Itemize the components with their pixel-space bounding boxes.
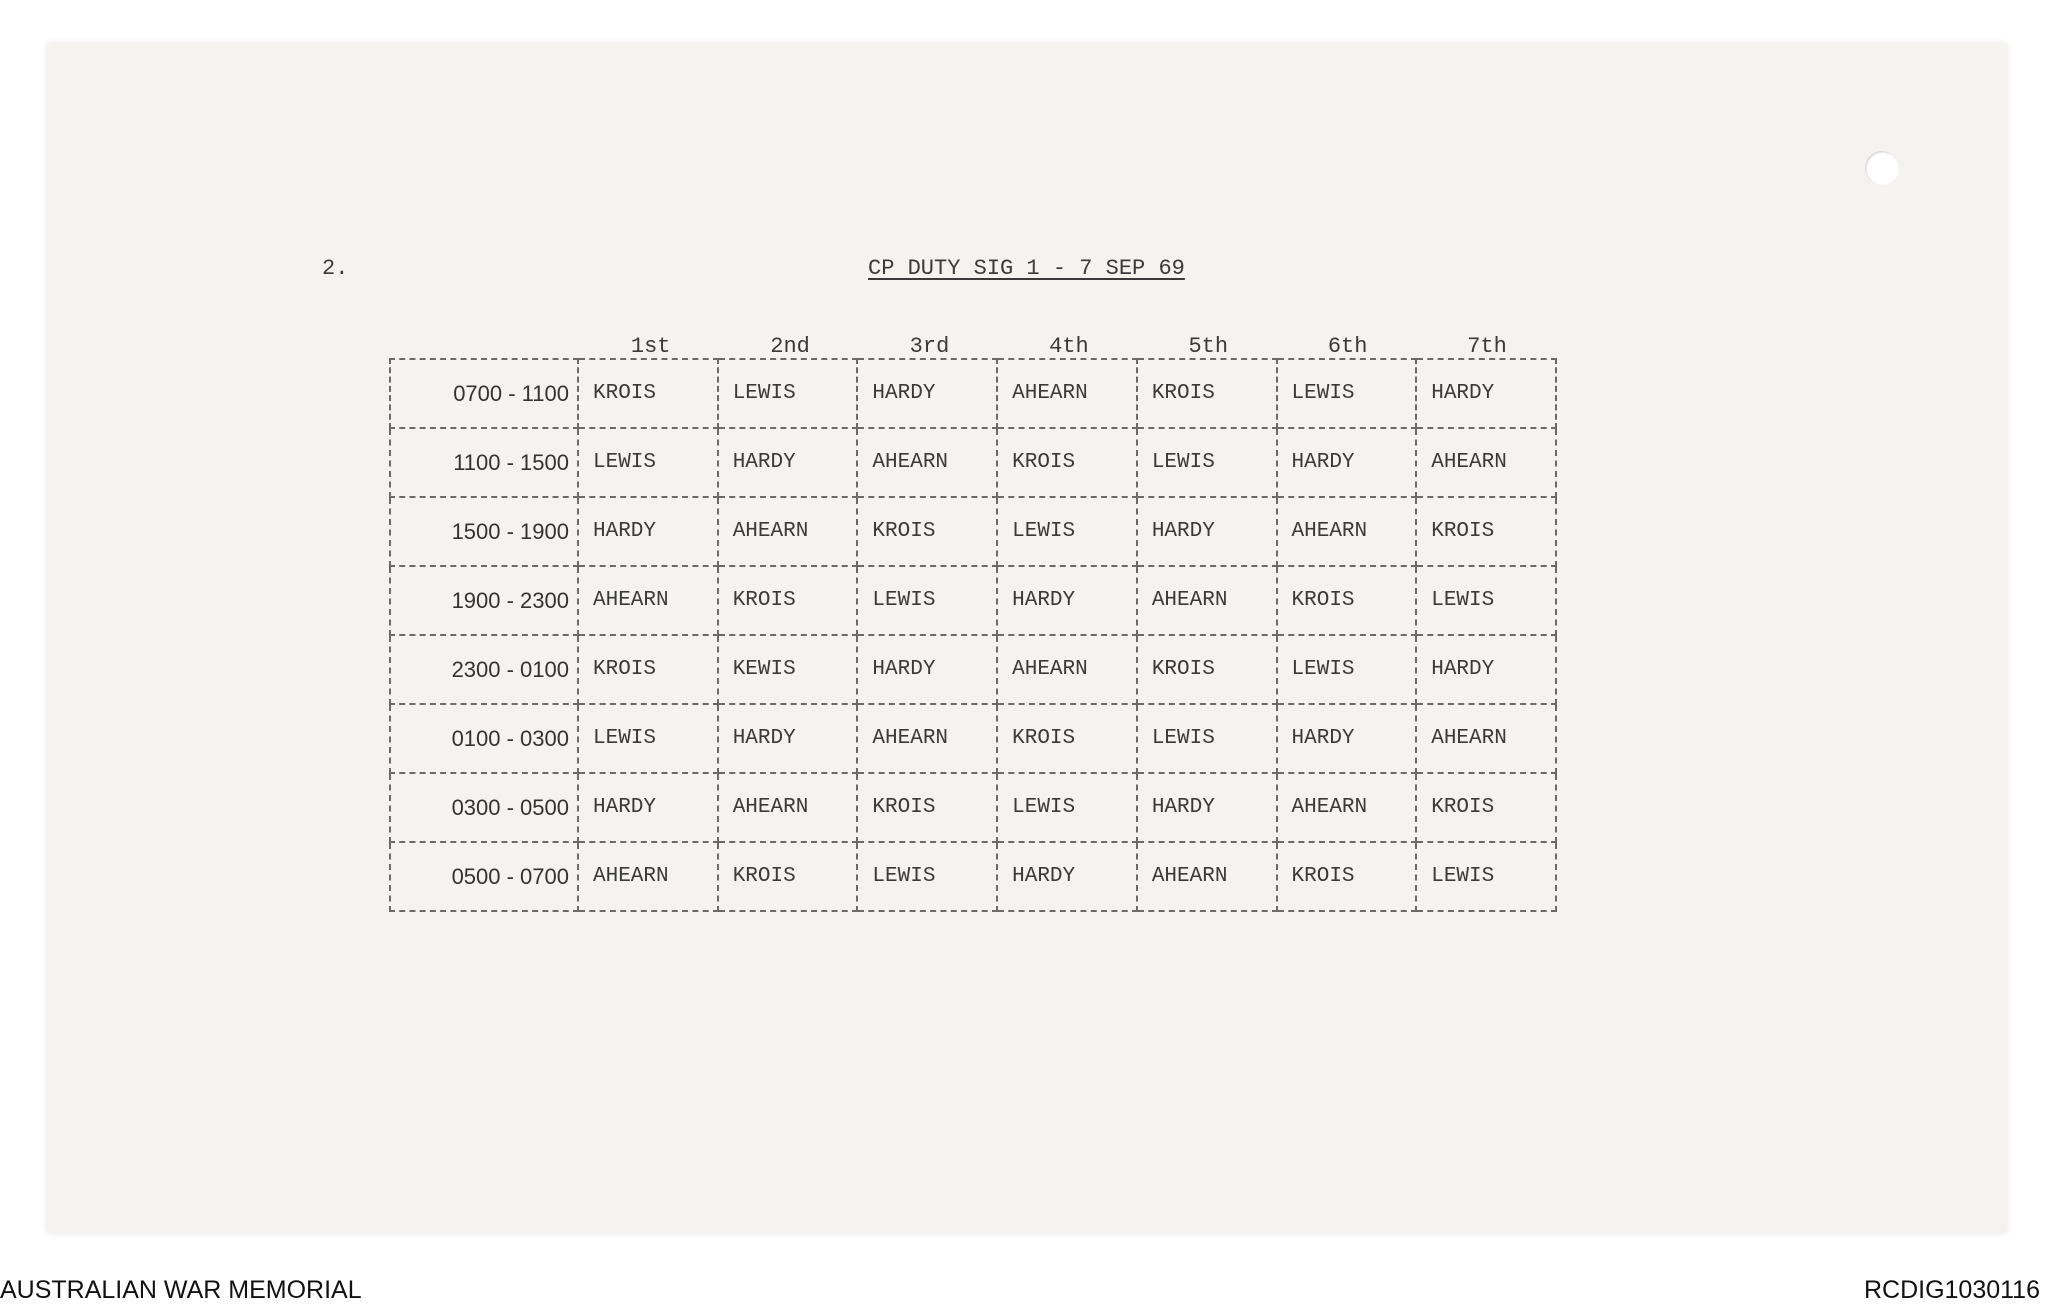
duty-name-cell: LEWIS (578, 428, 718, 497)
duty-name-cell: AHEARN (1277, 497, 1417, 566)
time-slot-cell: 1500 - 1900 (390, 497, 578, 566)
duty-name-cell: LEWIS (997, 497, 1137, 566)
roster-row (390, 497, 1556, 566)
duty-name-cell: HARDY (857, 635, 997, 704)
duty-name-cell: HARDY (997, 566, 1137, 635)
day-header: 5th (1188, 334, 1229, 359)
duty-name-cell: KROIS (718, 842, 858, 911)
duty-name-cell: LEWIS (718, 359, 858, 428)
roster-row (390, 635, 1556, 704)
duty-name-cell: KEWIS (718, 635, 858, 704)
day-header-row (581, 334, 1557, 359)
duty-name-cell: HARDY (578, 773, 718, 842)
duty-name-cell: KROIS (997, 428, 1137, 497)
roster-row (390, 842, 1556, 911)
duty-name-cell: LEWIS (857, 566, 997, 635)
duty-name-cell: HARDY (1277, 428, 1417, 497)
time-slot-cell: 1100 - 1500 (390, 428, 578, 497)
institution-credit: AUSTRALIAN WAR MEMORIAL (0, 1276, 362, 1304)
duty-name-cell: KROIS (857, 773, 997, 842)
document-title: CP DUTY SIG 1 - 7 SEP 69 (868, 256, 1185, 281)
duty-name-cell: HARDY (857, 359, 997, 428)
page-number: 2. (322, 256, 349, 281)
duty-name-cell: KROIS (1277, 566, 1417, 635)
duty-name-cell: AHEARN (718, 773, 858, 842)
duty-name-cell: LEWIS (1416, 566, 1556, 635)
duty-name-cell: AHEARN (578, 842, 718, 911)
duty-name-cell: KROIS (1416, 773, 1556, 842)
day-header: 6th (1327, 334, 1368, 359)
duty-name-cell: LEWIS (1277, 359, 1417, 428)
duty-name-cell: AHEARN (578, 566, 718, 635)
day-header: 2nd (770, 334, 810, 359)
duty-name-cell: LEWIS (1137, 704, 1277, 773)
duty-name-cell: AHEARN (1137, 842, 1277, 911)
duty-name-cell: HARDY (578, 497, 718, 566)
duty-name-cell: HARDY (1277, 704, 1417, 773)
duty-name-cell: LEWIS (857, 842, 997, 911)
duty-name-cell: KROIS (578, 359, 718, 428)
duty-name-cell: AHEARN (997, 359, 1137, 428)
duty-roster-table (389, 358, 1557, 912)
duty-name-cell: LEWIS (997, 773, 1137, 842)
time-slot-cell: 0700 - 1100 (390, 359, 578, 428)
duty-name-cell: AHEARN (1416, 704, 1556, 773)
duty-name-cell: AHEARN (857, 428, 997, 497)
time-slot-cell: 0500 - 0700 (390, 842, 578, 911)
roster-row (390, 359, 1556, 428)
duty-name-cell: HARDY (997, 842, 1137, 911)
day-header: 1st (630, 334, 671, 359)
duty-name-cell: AHEARN (1137, 566, 1277, 635)
duty-name-cell: KROIS (1137, 359, 1277, 428)
day-header: 3rd (909, 334, 950, 359)
duty-name-cell: HARDY (1416, 359, 1556, 428)
duty-name-cell: AHEARN (1277, 773, 1417, 842)
duty-name-cell: LEWIS (1137, 428, 1277, 497)
duty-name-cell: AHEARN (857, 704, 997, 773)
duty-name-cell: KROIS (1416, 497, 1556, 566)
punch-hole (1865, 151, 1899, 185)
roster-body (390, 359, 1556, 911)
item-id: RCDIG1030116 (1863, 1276, 2040, 1304)
duty-name-cell: KROIS (718, 566, 858, 635)
duty-name-cell: HARDY (718, 704, 858, 773)
roster-row (390, 773, 1556, 842)
duty-name-cell: KROIS (1137, 635, 1277, 704)
roster-row (390, 704, 1556, 773)
day-header: 4th (1049, 334, 1089, 359)
duty-name-cell: AHEARN (997, 635, 1137, 704)
duty-name-cell: LEWIS (578, 704, 718, 773)
duty-name-cell: HARDY (1137, 497, 1277, 566)
time-slot-cell: 0300 - 0500 (390, 773, 578, 842)
duty-name-cell: KROIS (857, 497, 997, 566)
duty-name-cell: KROIS (997, 704, 1137, 773)
duty-name-cell: LEWIS (1277, 635, 1417, 704)
time-slot-cell: 0100 - 0300 (390, 704, 578, 773)
day-header: 7th (1467, 334, 1507, 359)
roster-row (390, 566, 1556, 635)
duty-name-cell: KROIS (1277, 842, 1417, 911)
duty-name-cell: HARDY (1416, 635, 1556, 704)
time-slot-cell: 2300 - 0100 (390, 635, 578, 704)
duty-name-cell: LEWIS (1416, 842, 1556, 911)
roster-row (390, 428, 1556, 497)
duty-name-cell: HARDY (1137, 773, 1277, 842)
duty-name-cell: AHEARN (1416, 428, 1556, 497)
duty-name-cell: HARDY (718, 428, 858, 497)
duty-name-cell: KROIS (578, 635, 718, 704)
duty-name-cell: AHEARN (718, 497, 858, 566)
time-slot-cell: 1900 - 2300 (390, 566, 578, 635)
